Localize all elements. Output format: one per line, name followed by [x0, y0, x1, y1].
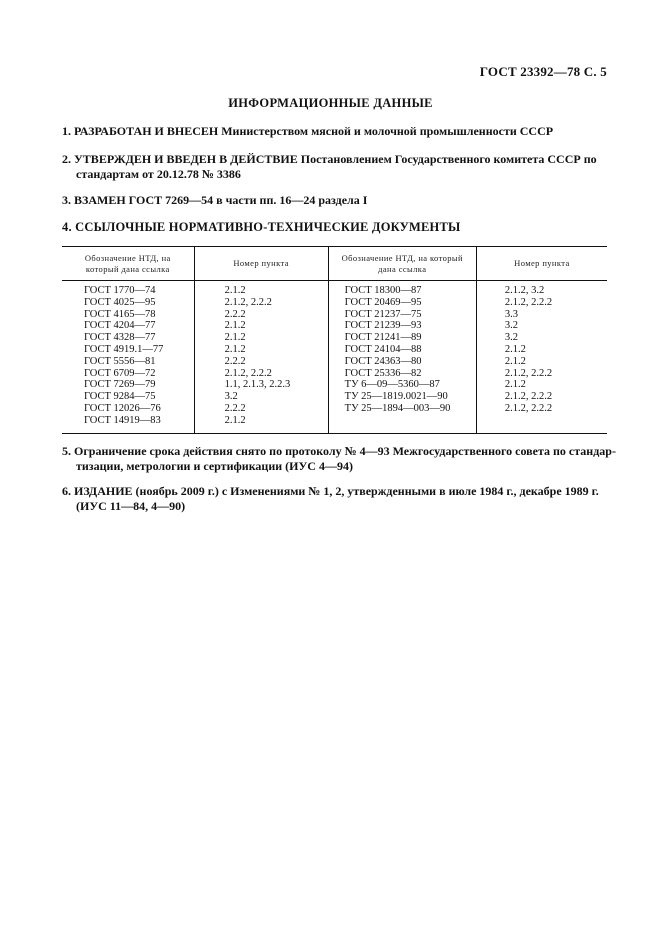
- doc-designation: ГОСТ 4204—77: [84, 320, 156, 332]
- doc-designation: ГОСТ 18300—87: [344, 285, 422, 296]
- clause-number: 2.1.2, 3.2: [504, 285, 545, 296]
- header-doc-designation: Обозначение НТД, на который дана ссылка: [328, 247, 476, 281]
- table-header-row: [62, 247, 607, 281]
- left-points-cell: [194, 281, 328, 434]
- header-doc-designation: Обозначение НТД, на который дана ссылка: [62, 247, 194, 281]
- doc-designation: ГОСТ 12026—76: [84, 402, 161, 414]
- item-lead: РАЗРАБОТАН И ВНЕСЕН: [74, 124, 219, 138]
- doc-designation: ГОСТ 4165—78: [84, 308, 156, 320]
- doc-designation: ГОСТ 6709—72: [84, 367, 156, 379]
- doc-designation: ГОСТ 24104—88: [344, 343, 422, 355]
- header-clause-number: Номер пункта: [194, 247, 328, 281]
- item-text: Постановлением Государственного комитета СССР по стандартам от 20.12.78 № 3386: [76, 152, 597, 181]
- item-lead: ИЗДАНИЕ (ноябрь 2009 г.) с Изменениями № 1, 2, утвержденными в июле 1984 г., декабре 1989 г. (ИУС 11—84, 4—90): [74, 484, 599, 513]
- item-lead: ВЗАМЕН ГОСТ 7269—54: [74, 193, 214, 207]
- item-number: 3.: [62, 193, 71, 207]
- doc-designation: ГОСТ 25336—82: [344, 367, 422, 379]
- doc-designation: ГОСТ 21239—93: [344, 320, 422, 332]
- item-text: в части пп. 16—24 раздела I: [216, 193, 368, 207]
- clause-number: 2.1.2: [504, 379, 526, 391]
- item-lead: УТВЕРЖДЕН И ВВЕДЕН В ДЕЙСТВИЕ: [74, 152, 298, 166]
- clause-number: 2.1.2, 2.2.2: [504, 402, 553, 414]
- item-number: 6.: [62, 484, 71, 498]
- clause-number: 2.1.2, 2.2.2: [504, 367, 553, 379]
- item-number: 5.: [62, 444, 71, 458]
- clause-number: 2.2.2: [224, 308, 246, 320]
- item-developed-by: [62, 124, 607, 139]
- doc-designation: ТУ 25—1819.0021—90: [344, 391, 448, 403]
- doc-designation: ГОСТ 9284—75: [84, 391, 156, 403]
- doc-designation: ГОСТ 14919—83: [84, 414, 161, 426]
- doc-designation: ГОСТ 4025—95: [84, 296, 156, 308]
- clause-number: 2.1.2, 2.2.2: [504, 296, 553, 308]
- right-points-list: [477, 285, 607, 415]
- doc-designation: ГОСТ 7269—79: [84, 379, 156, 391]
- doc-designation: ГОСТ 24363—80: [344, 355, 422, 367]
- right-docs-cell: [328, 281, 476, 434]
- doc-designation: ГОСТ 21241—89: [344, 332, 422, 344]
- left-points-list: [195, 285, 328, 427]
- item-number: 1.: [62, 124, 71, 138]
- clause-number: 2.1.2: [224, 320, 246, 332]
- item-lead: ССЫЛОЧНЫЕ НОРМАТИВНО-ТЕХНИЧЕСКИЕ ДОКУМЕНТЫ: [75, 220, 461, 234]
- doc-designation: ТУ 25—1894—003—90: [344, 402, 451, 414]
- item-validity-limit: [62, 444, 621, 474]
- clause-number: 3.3: [504, 308, 518, 320]
- item-edition: [62, 484, 621, 514]
- section-title: ИНФОРМАЦИОННЫЕ ДАННЫЕ: [228, 96, 433, 110]
- reference-docs-table: [62, 246, 607, 434]
- clause-number: 2.1.2: [224, 285, 246, 296]
- clause-number: 2.1.2: [504, 343, 526, 355]
- doc-designation: ГОСТ 20469—95: [344, 296, 422, 308]
- clause-number: 2.1.2, 2.2.2: [224, 296, 272, 308]
- clause-number: 2.1.2: [504, 355, 526, 367]
- item-reference-docs: [62, 220, 607, 235]
- item-approved: [62, 152, 621, 182]
- doc-designation: ГОСТ 1770—74: [84, 285, 156, 296]
- doc-designation: ГОСТ 4919.1—77: [84, 343, 164, 355]
- left-docs-cell: [62, 281, 194, 434]
- running-header: ГОСТ 23392—78 С. 5: [479, 64, 607, 79]
- item-number: 2.: [62, 152, 71, 166]
- doc-designation: ТУ 6—09—5360—87: [344, 379, 440, 391]
- item-number: 4.: [62, 220, 72, 234]
- doc-designation: ГОСТ 5556—81: [84, 355, 156, 367]
- clause-number: 1.1, 2.1.3, 2.2.3: [224, 379, 291, 391]
- clause-number: 3.2: [504, 320, 518, 332]
- clause-number: 3.2: [504, 332, 518, 344]
- doc-designation: ГОСТ 21237—75: [344, 308, 422, 320]
- clause-number: 3.2: [224, 391, 238, 403]
- clause-number: 2.1.2, 2.2.2: [504, 391, 553, 403]
- clause-number: 2.1.2, 2.2.2: [224, 367, 272, 379]
- clause-number: 2.1.2: [224, 414, 246, 426]
- table-row: [62, 281, 607, 434]
- right-points-cell: [476, 281, 607, 434]
- clause-number: 2.2.2: [224, 402, 246, 414]
- doc-designation: ГОСТ 4328—77: [84, 332, 156, 344]
- clause-number: 2.2.2: [224, 355, 246, 367]
- clause-number: 2.1.2: [224, 332, 246, 344]
- left-docs-list: [62, 285, 194, 427]
- clause-number: 2.1.2: [224, 343, 246, 355]
- item-replaces: [62, 193, 607, 208]
- item-text: Министерством мясной и молочной промышленности СССР: [221, 124, 554, 138]
- item-lead: Ограничение срока действия снято по протоколу № 4—93 Межгосударственного совета по стандар-тизации, метрологии и сертификации (ИУС 4—94): [74, 444, 616, 473]
- header-clause-number: Номер пункта: [476, 247, 607, 281]
- right-docs-list: [329, 285, 476, 415]
